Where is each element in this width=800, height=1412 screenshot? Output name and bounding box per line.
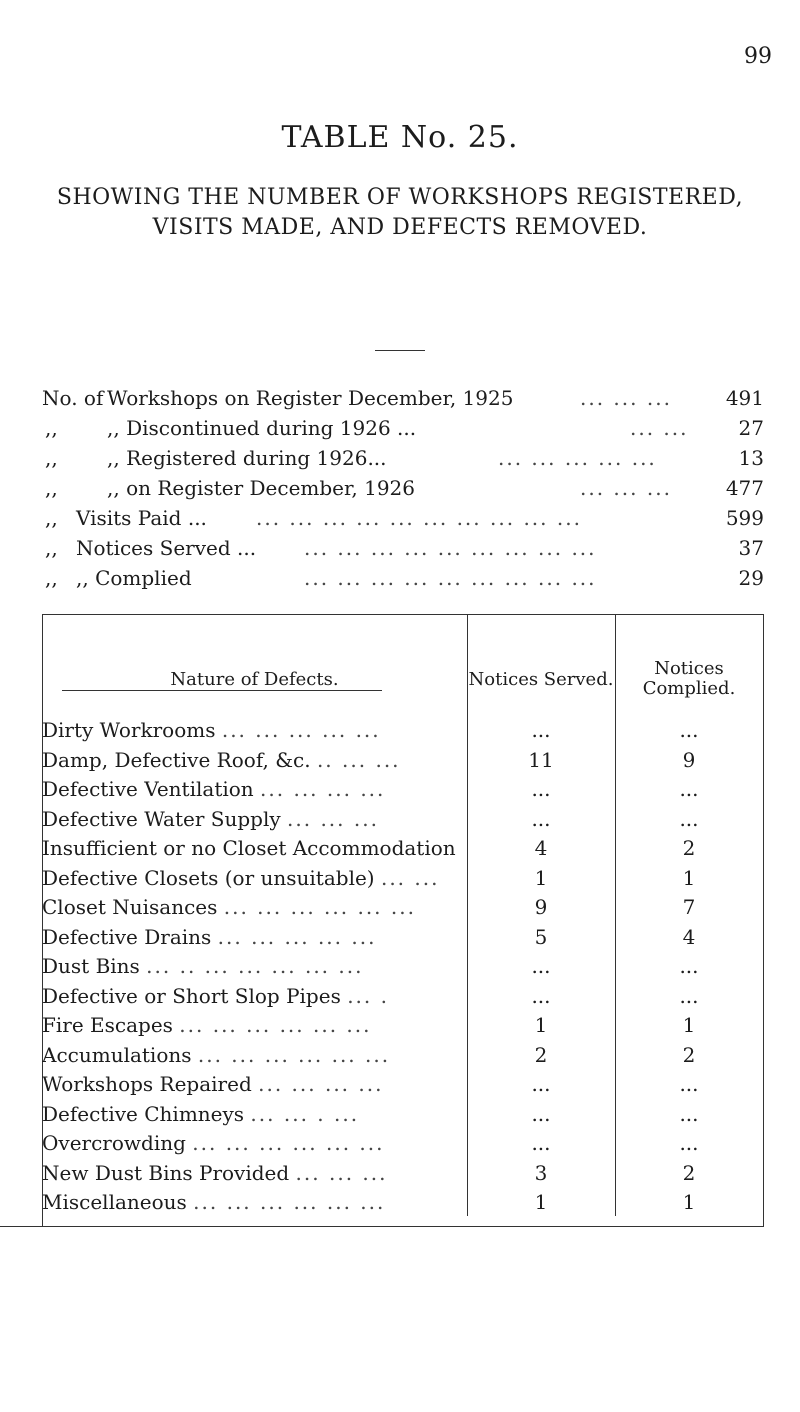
notices-served-cell: ...: [531, 1131, 551, 1155]
defect-leader: ... ... ... ... ... ...: [223, 895, 416, 919]
defect-label: [42, 1190, 466, 1214]
notices-complied-cell: 2: [682, 1161, 696, 1185]
table-bottom-rule: [0, 1226, 764, 1227]
notices-served-cell: 9: [534, 895, 548, 919]
defect-leader: ... .: [347, 984, 389, 1008]
defect-leader: ... ... ... ... ... ...: [193, 1190, 386, 1214]
defect-leader: ... ... ... ... ...: [221, 718, 381, 742]
summary-prefix: No. of: [42, 386, 104, 410]
header-notices-served: Notices Served.: [468, 669, 614, 690]
summary-row: [42, 473, 764, 503]
summary-value: 27: [738, 416, 764, 440]
defect-leader: ... ... ...: [287, 807, 379, 831]
defect-leader: ... ... ... ... ... ...: [179, 1013, 372, 1037]
notices-served-cell: ...: [531, 807, 551, 831]
notices-served-cell: ...: [531, 777, 551, 801]
defect-leader: ... ... ... ... ...: [217, 925, 377, 949]
defect-label: [42, 866, 466, 890]
defect-label: [42, 1131, 466, 1155]
summary-prefix: ,,: [45, 536, 58, 560]
header-rule: [62, 690, 382, 691]
defect-name: Accumulations: [42, 1043, 192, 1067]
defect-name: Damp, Defective Roof, &c.: [42, 748, 311, 772]
summary-label: Notices Served ...: [76, 536, 257, 560]
summary-leader: ... ...: [630, 416, 689, 440]
notices-served-cell: ...: [531, 1072, 551, 1096]
summary-leader: ... ... ... ... ... ... ... ... ... ...: [256, 506, 582, 530]
defect-label: [42, 748, 466, 772]
defect-name: New Dust Bins Provided: [42, 1161, 290, 1185]
defect-label: [42, 1013, 466, 1037]
table-top-rule: [42, 614, 764, 615]
header-complied-line-1: Notices: [654, 658, 724, 679]
defect-name: Defective Ventilation: [42, 777, 254, 801]
defect-label: [42, 984, 466, 1008]
notices-complied-cell: 4: [682, 925, 696, 949]
notices-complied-cell: 1: [682, 1190, 696, 1214]
defect-leader: ... ... ... ...: [258, 1072, 384, 1096]
summary-prefix: ,,: [45, 566, 58, 590]
defect-name: Workshops Repaired: [42, 1072, 252, 1096]
defect-label: [42, 777, 466, 801]
defect-name: Defective or Short Slop Pipes: [42, 984, 341, 1008]
summary-value: 599: [725, 506, 764, 530]
defect-name: Defective Drains: [42, 925, 212, 949]
defect-leader: ... ... ... ... ... ...: [192, 1131, 385, 1155]
defect-label: [42, 1043, 466, 1067]
notices-complied-cell: ...: [679, 1131, 699, 1155]
page-number: 99: [744, 44, 772, 69]
notices-served-cell: 2: [534, 1043, 548, 1067]
defect-leader: ... .. ... ... ... ... ...: [146, 954, 364, 978]
summary-row: [42, 443, 764, 473]
defect-label: [42, 925, 466, 949]
notices-complied-cell: 1: [682, 866, 696, 890]
notices-served-cell: ...: [531, 954, 551, 978]
notices-served-cell: ...: [531, 718, 551, 742]
summary-label: ,, Registered during 1926...: [107, 446, 387, 470]
defect-name: Overcrowding: [42, 1131, 186, 1155]
summary-label: ,, on Register December, 1926: [107, 476, 415, 500]
notices-complied-cell: ...: [679, 807, 699, 831]
summary-label: Workshops on Register December, 1925: [107, 386, 514, 410]
defect-label: [42, 1072, 466, 1096]
notices-served-cell: 5: [534, 925, 548, 949]
divider: [375, 350, 425, 351]
notices-complied-cell: ...: [679, 718, 699, 742]
defect-name: Closet Nuisances: [42, 895, 218, 919]
summary-leader: ... ... ... ... ... ... ... ... ...: [304, 566, 597, 590]
notices-complied-cell: 2: [682, 836, 696, 860]
table-right-border: [763, 614, 764, 1226]
notices-complied-cell: 9: [682, 748, 696, 772]
subtitle-line-1: SHOWING THE NUMBER OF WORKSHOPS REGISTERED,: [56, 185, 744, 210]
defect-leader: ... ... ...: [295, 1161, 388, 1185]
defect-name: Defective Closets (or unsuitable): [42, 866, 375, 890]
defect-name: Defective Water Supply: [42, 807, 281, 831]
notices-complied-cell: ...: [679, 954, 699, 978]
notices-served-cell: 1: [534, 866, 548, 890]
notices-served-cell: 1: [534, 1190, 548, 1214]
defect-label: [42, 836, 466, 860]
subtitle-line-2: VISITS MADE, AND DEFECTS REMOVED.: [152, 215, 648, 240]
summary-leader: ... ... ... ... ...: [498, 446, 657, 470]
defect-name: Fire Escapes: [42, 1013, 173, 1037]
defect-name: Insufficient or no Closet Accommodation: [42, 836, 456, 860]
summary-value: 491: [725, 386, 764, 410]
defect-label: [42, 895, 466, 919]
notices-complied-cell: 1: [682, 1013, 696, 1037]
notices-served-cell: ...: [531, 1102, 551, 1126]
summary-row: [42, 563, 764, 593]
notices-served-cell: 4: [534, 836, 548, 860]
summary-value: 477: [725, 476, 764, 500]
defect-label: [42, 954, 466, 978]
summary-row: [42, 383, 764, 413]
notices-served-cell: 11: [528, 748, 554, 772]
summary-label: ,, Discontinued during 1926 ...: [107, 416, 417, 440]
summary-row: [42, 503, 764, 533]
page-subtitle: [0, 183, 800, 243]
defect-leader: .. ... ...: [316, 748, 401, 772]
summary-value: 13: [738, 446, 764, 470]
defect-leader: ... ...: [380, 866, 440, 890]
defect-name: Dust Bins: [42, 954, 140, 978]
page-title: TABLE No. 25.: [281, 120, 519, 155]
defect-label: [42, 718, 466, 742]
defect-label: [42, 1161, 466, 1185]
summary-prefix: ,,: [45, 506, 58, 530]
notices-complied-cell: ...: [679, 984, 699, 1008]
summary-row: [42, 413, 764, 443]
summary-prefix: ,,: [45, 476, 58, 500]
summary-list: [42, 383, 764, 593]
notices-complied-cell: ...: [679, 1072, 699, 1096]
notices-complied-cell: 7: [682, 895, 696, 919]
defect-name: Miscellaneous: [42, 1190, 187, 1214]
notices-served-cell: 1: [534, 1013, 548, 1037]
summary-leader: ... ... ...: [580, 386, 672, 410]
summary-row: [42, 533, 764, 563]
summary-label: ,, Complied: [76, 566, 192, 590]
notices-complied-cell: 2: [682, 1043, 696, 1067]
notices-served-cell: ...: [531, 984, 551, 1008]
header-nature: Nature of Defects.: [170, 669, 339, 690]
defect-leader: ... ... ... ... ... ...: [197, 1043, 391, 1067]
notices-complied-cell: ...: [679, 1102, 699, 1126]
notices-served-cell: 3: [534, 1161, 548, 1185]
summary-label: Visits Paid ...: [76, 506, 207, 530]
defect-leader: ... ... . ...: [250, 1102, 360, 1126]
summary-value: 37: [738, 536, 764, 560]
header-notices-complied: [615, 659, 763, 699]
defect-name: Defective Chimneys: [42, 1102, 245, 1126]
summary-value: 29: [738, 566, 764, 590]
defect-label: [42, 807, 466, 831]
summary-prefix: ,,: [45, 416, 58, 440]
defect-leader: ... ... ... ...: [260, 777, 386, 801]
notices-complied-cell: ...: [679, 777, 699, 801]
summary-leader: ... ... ... ... ... ... ... ... ...: [304, 536, 597, 560]
defect-label: [42, 1102, 466, 1126]
summary-leader: ... ... ...: [580, 476, 672, 500]
summary-prefix: ,,: [45, 446, 58, 470]
defect-name: Dirty Workrooms: [42, 718, 216, 742]
header-complied-line-2: Complied.: [642, 678, 736, 699]
